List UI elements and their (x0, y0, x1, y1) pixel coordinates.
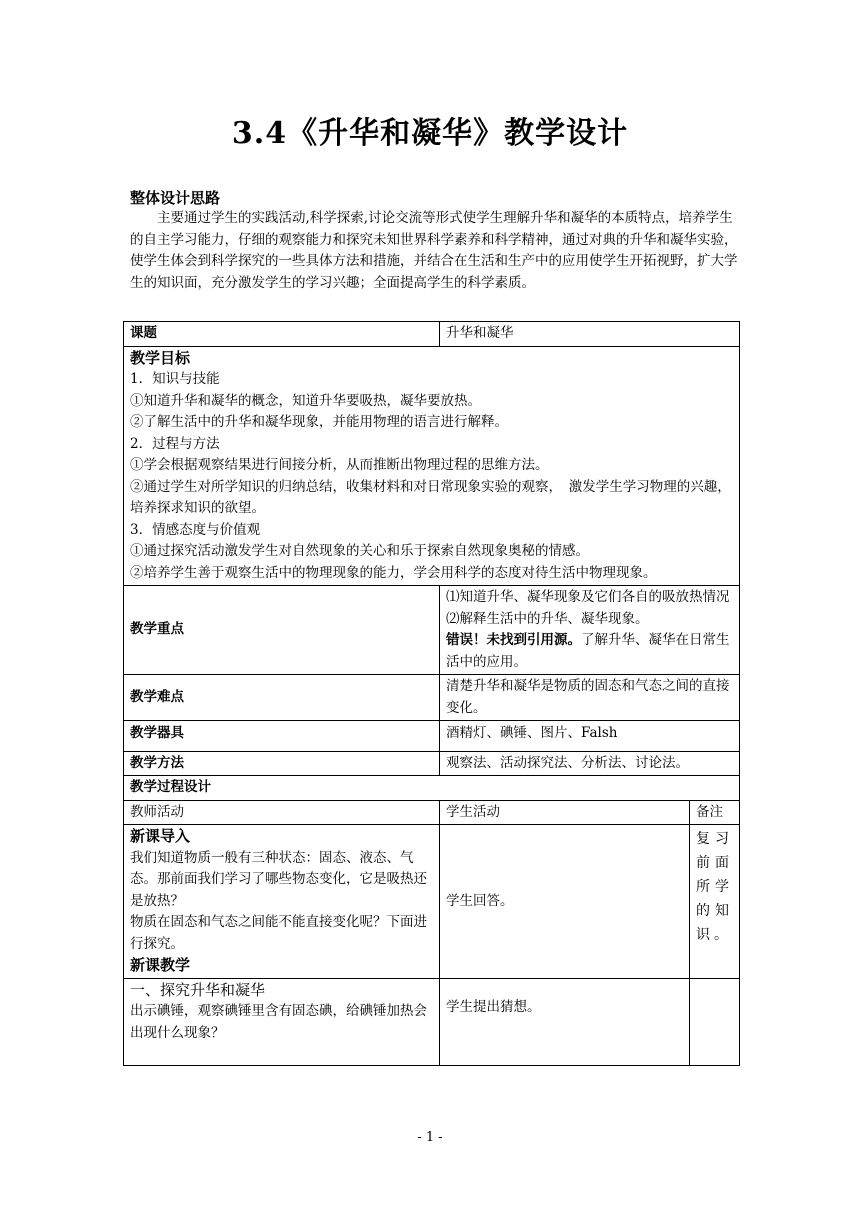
explore-text: 出示碘锤，观察碘锤里含有固态碘，给碘锤加热会出现什么现象？ (130, 1003, 427, 1041)
difficulty-value: 清楚升华和凝华是物质的固态和气态之间的直接变化。 (440, 675, 740, 721)
goals-label: 教学目标 (130, 348, 191, 367)
key-point-item (446, 630, 733, 673)
method-row (124, 751, 740, 776)
goals-cell (124, 346, 740, 586)
intro-row (124, 825, 740, 979)
page-number: - 1 - (417, 1130, 443, 1145)
page-title: 3.4《升华和凝华》教学设计 (231, 116, 629, 151)
overview-text: 主要通过学生的实践活动,科学探索,讨论交流等形式使学生理解升华和凝华的本质特点，培养学生的自主学习能力，仔细的观察能力和探究未知世界科学素养和科学精神，通过对典的升华和凝华实验，使学生体会到科学探究的一些具体方法和措施，并结合在生活和生产中的应用使学生开拓视野，扩大学生的知识面，充分激发学生的学习兴趣；全面提高学生的科学素质。 (130, 210, 738, 291)
equipment-value: 酒精灯、碘锤、图片、Falsh (440, 721, 740, 752)
topic-row (124, 322, 740, 347)
intro-text-2: 物质在固态和气态之间能不能直接变化呢？下面进行探究。 (130, 914, 427, 952)
explore-heading: 一、探究升华和凝华 (130, 980, 266, 999)
explore-teacher-cell (124, 978, 440, 1065)
overview-heading: 整体设计思路 (130, 189, 221, 207)
goal-line: 1．知识与技能 (130, 371, 220, 387)
topic-value: 升华和凝华 (440, 322, 740, 347)
intro-teacher-cell (124, 825, 440, 979)
key-points-row (124, 586, 740, 675)
new-lesson-heading: 新课教学 (130, 956, 191, 974)
goal-line: ①通过探究活动激发学生对自然现象的关心和乐于探索自然现象奥秘的情感。 (130, 543, 589, 559)
goal-line: ②了解生活中的升华和凝华现象，并能用物理的语言进行解释。 (130, 414, 508, 430)
difficulty-row (124, 675, 740, 721)
goals-row (124, 346, 740, 586)
intro-heading: 新课导入 (130, 827, 191, 845)
explore-row (124, 978, 740, 1065)
col-note-header: 备注 (690, 800, 740, 825)
key-points-label: 教学重点 (124, 586, 440, 675)
intro-student-cell: 学生回答。 (440, 825, 690, 979)
topic-label: 课题 (124, 322, 440, 347)
col-student-header: 学生活动 (440, 800, 690, 825)
explore-note-cell (690, 978, 740, 1065)
design-overview (130, 188, 740, 294)
goal-line: ②通过学生对所学知识的归纳总结，收集材料和对日常现象实验的观察， 激发学生学习物理的兴趣，培养探求知识的欲望。 (130, 478, 731, 516)
key-point-item: ⑴知道升华、凝华现象及它们各自的吸放热情况 (446, 589, 730, 605)
difficulty-label: 教学难点 (124, 675, 440, 721)
equipment-label: 教学器具 (124, 721, 440, 752)
method-value: 观察法、活动探究法、分析法、讨论法。 (440, 751, 740, 776)
reference-error: 错误！未找到引用源。 (446, 632, 581, 648)
goal-line: ①学会根据观察结果进行间接分析，从而推断出物理过程的思维方法。 (130, 457, 549, 473)
goal-line: ②培养学生善于观察生活中的物理现象的能力，学会用科学的态度对待生活中物理现象。 (130, 564, 657, 581)
process-label: 教学过程设计 (124, 776, 740, 801)
intro-note-cell: 复习前面所学的知识。 (690, 825, 740, 979)
key-points-cell (440, 586, 740, 675)
goal-line: 3．情感态度与价值观 (130, 521, 261, 538)
goal-line: ①知道升华和凝华的概念，知道升华要吸热，凝华要放热。 (130, 392, 481, 409)
equipment-row (124, 721, 740, 752)
intro-text: 我们知道物质一般有三种状态：固态、液态、气态。那前面我们学习了哪些物态变化，它是吸热还是放热？ (130, 849, 427, 909)
col-teacher-header: 教师活动 (124, 800, 440, 825)
column-header-row (124, 800, 740, 825)
lesson-table (123, 321, 740, 1066)
explore-student-cell: 学生提出猜想。 (440, 978, 690, 1065)
method-label: 教学方法 (124, 751, 440, 776)
key-point-tail: 了解升华、凝华在日常生活中的应用。 (446, 632, 730, 670)
goal-line: 2．过程与方法 (130, 435, 220, 452)
key-point-item: ⑵解释生活中的升华、凝华现象。 (446, 610, 649, 627)
process-row (124, 776, 740, 801)
